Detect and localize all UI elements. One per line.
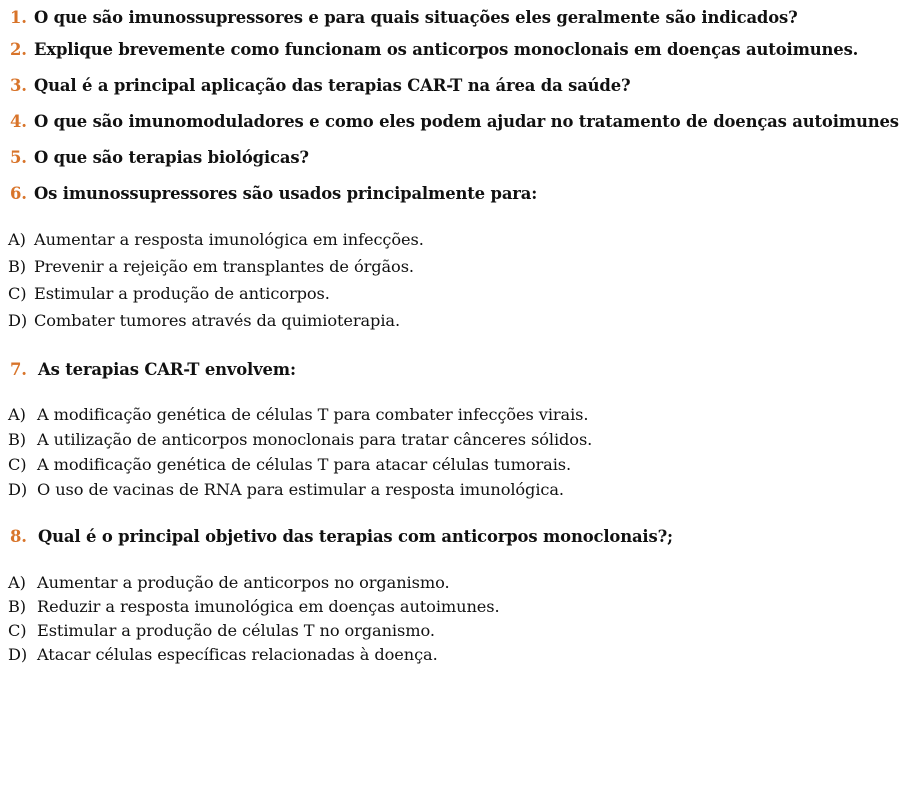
option-6a (8, 230, 424, 250)
option-letter: C) (8, 455, 27, 474)
question-5 (10, 148, 309, 168)
question-text: O que são terapias biológicas? (34, 148, 309, 167)
question-1 (10, 8, 798, 28)
option-text: Combater tumores através da quimioterapia. (34, 311, 400, 330)
option-text: Estimular a produção de anticorpos. (34, 284, 330, 303)
question-4 (10, 112, 899, 132)
question-7 (10, 360, 296, 380)
option-6d (8, 311, 400, 331)
option-letter: A) (8, 230, 26, 249)
option-8d (8, 645, 438, 665)
question-number: 4. (10, 112, 27, 131)
question-text: Qual é a principal aplicação das terapias CAR-T na área da saúde? (34, 76, 631, 95)
question-3 (10, 76, 630, 96)
option-text: A modificação genética de células T para combater infecções virais. (37, 405, 589, 424)
option-letter: A) (8, 573, 26, 592)
option-7c (8, 455, 571, 475)
question-text: As terapias CAR-T envolvem: (38, 360, 296, 379)
question-text: O que são imunomoduladores e como eles podem ajudar no tratamento de doenças autoimunes (34, 112, 899, 131)
question-text: Explique brevemente como funcionam os anticorpos monoclonais em doenças autoimunes. (34, 40, 859, 59)
option-text: Aumentar a produção de anticorpos no organismo. (37, 573, 450, 592)
question-6 (10, 184, 537, 204)
question-number: 7. (10, 360, 27, 379)
option-text: O uso de vacinas de RNA para estimular a resposta imunológica. (37, 480, 564, 499)
question-text: Qual é o principal objetivo das terapias com anticorpos monoclonais?; (38, 527, 673, 546)
option-letter: B) (8, 257, 27, 276)
option-7b (8, 430, 592, 450)
option-7a (8, 405, 588, 425)
question-number: 3. (10, 76, 27, 95)
question-number: 2. (10, 40, 27, 59)
option-6b (8, 257, 414, 277)
question-2 (10, 40, 858, 60)
option-letter: A) (8, 405, 26, 424)
option-letter: C) (8, 621, 27, 640)
option-7d (8, 480, 564, 500)
option-letter: D) (8, 311, 28, 330)
question-text: O que são imunossupressores e para quais situações eles geralmente são indicados? (34, 8, 798, 27)
option-letter: C) (8, 284, 27, 303)
option-text: Estimular a produção de células T no organismo. (37, 621, 435, 640)
option-letter: D) (8, 480, 28, 499)
question-number: 8. (10, 527, 27, 546)
option-8b (8, 597, 500, 617)
option-8a (8, 573, 449, 593)
option-letter: D) (8, 645, 28, 664)
option-letter: B) (8, 430, 27, 449)
option-text: Atacar células específicas relacionadas à doença. (37, 645, 438, 664)
question-number: 1. (10, 8, 27, 27)
question-number: 5. (10, 148, 27, 167)
option-text: A utilização de anticorpos monoclonais para tratar cânceres sólidos. (37, 430, 593, 449)
question-text: Os imunossupressores são usados principalmente para: (34, 184, 538, 203)
option-6c (8, 284, 330, 304)
option-letter: B) (8, 597, 27, 616)
option-8c (8, 621, 435, 641)
option-text: Reduzir a resposta imunológica em doenças autoimunes. (37, 597, 500, 616)
option-text: A modificação genética de células T para atacar células tumorais. (37, 455, 572, 474)
option-text: Aumentar a resposta imunológica em infecções. (34, 230, 424, 249)
option-text: Prevenir a rejeição em transplantes de órgãos. (34, 257, 414, 276)
question-8 (10, 527, 673, 547)
question-number: 6. (10, 184, 27, 203)
